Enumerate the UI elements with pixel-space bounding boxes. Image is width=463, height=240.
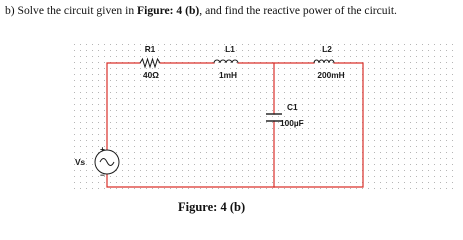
label-l2-id: L2 — [322, 44, 332, 54]
label-c1-value: 100µF — [280, 118, 304, 128]
grid-background — [70, 42, 454, 192]
label-r1-id: R1 — [144, 44, 156, 54]
figure-caption: Figure: 4 (b) — [178, 200, 246, 214]
question-suffix: , and find the reactive power of the circuit. — [199, 4, 397, 17]
source-plus-sign: + — [100, 144, 105, 154]
question-figure-ref: Figure: 4 (b) — [137, 4, 200, 17]
label-vs-id: Vs — [75, 157, 86, 167]
label-c1-id: C1 — [287, 102, 298, 112]
label-l1-value: 1mH — [219, 70, 237, 80]
label-l2-value: 200mH — [317, 70, 345, 80]
label-r1-value: 40Ω — [143, 70, 159, 80]
source-minus-sign: − — [100, 170, 105, 180]
question-prefix: b) Solve the circuit given in — [5, 4, 138, 17]
label-l1-id: L1 — [225, 44, 235, 54]
